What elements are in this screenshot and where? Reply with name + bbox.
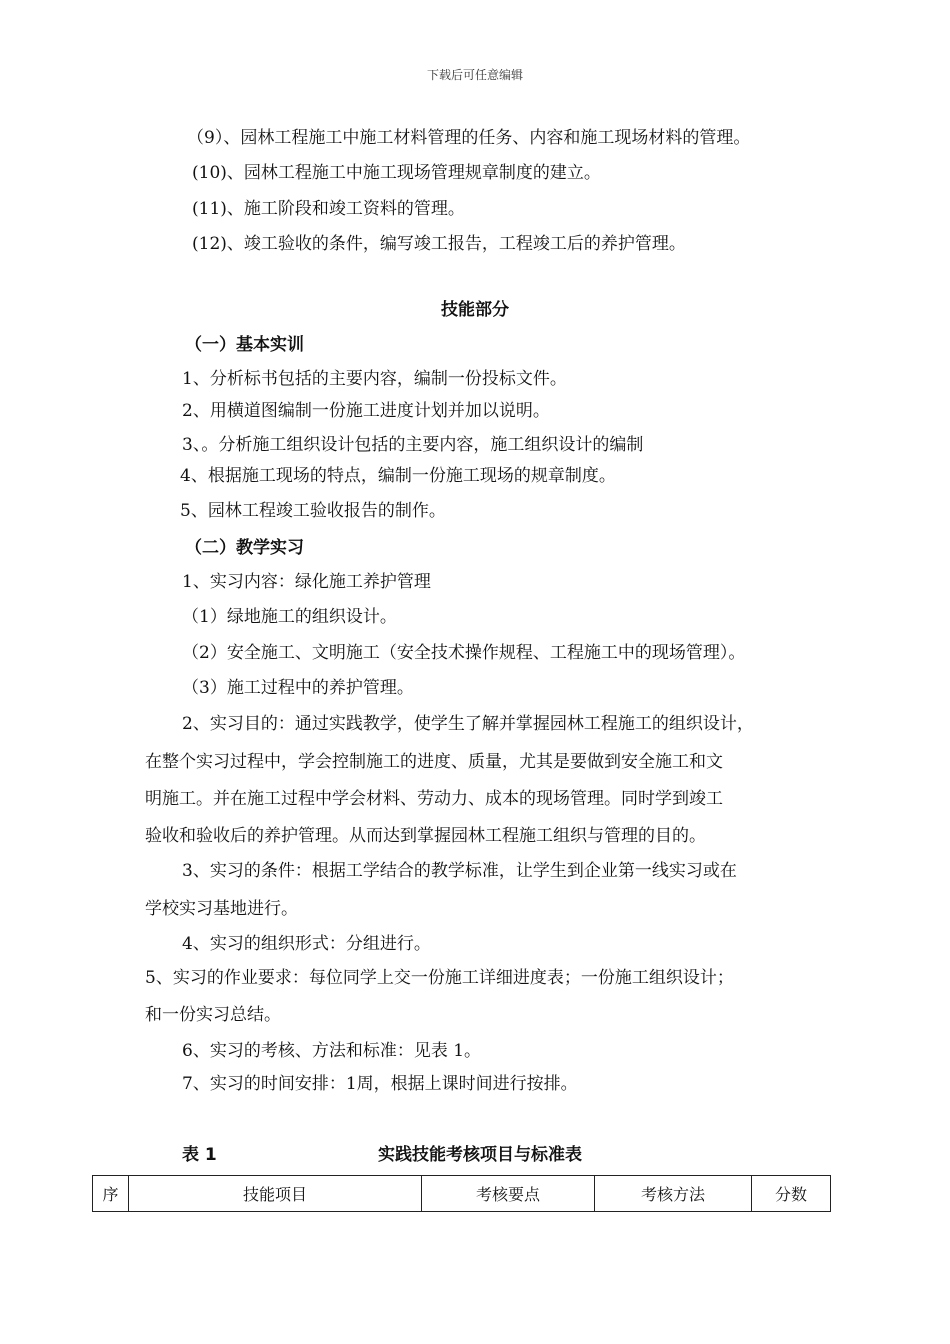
- practice-conditions-line-1: 3、实习的条件：根据工学结合的教学标准，让学生到企业第一线实习或在: [182, 861, 737, 881]
- practice-schedule: 7、实习的时间安排：1周，根据上课时间进行按排。: [182, 1074, 578, 1094]
- column-header-score: 分数: [752, 1176, 831, 1212]
- practice-form: 4、实习的组织形式：分组进行。: [182, 934, 431, 954]
- practice-conditions-line-2: 学校实习基地进行。: [145, 899, 298, 919]
- table-title: 实践技能考核项目与标准表: [378, 1145, 582, 1165]
- basic-item-5: 5、园林工程竣工验收报告的制作。: [180, 501, 446, 521]
- practice-purpose-line-3: 明施工。并在施工过程中学会材料、劳动力、成本的现场管理。同时学到竣工: [145, 789, 723, 809]
- basic-item-3: 3、。分析施工组织设计包括的主要内容，施工组织设计的编制: [182, 435, 644, 455]
- knowledge-item-11: (11)、施工阶段和竣工资料的管理。: [192, 199, 465, 219]
- basic-item-1: 1、分析标书包括的主要内容，编制一份投标文件。: [182, 369, 567, 389]
- practice-purpose-line-4: 验收和验收后的养护管理。从而达到掌握园林工程施工组织与管理的目的。: [145, 826, 706, 846]
- column-header-assessment-method: 考核方法: [595, 1176, 752, 1212]
- page-header-note: 下载后可任意编辑: [426, 68, 523, 82]
- assessment-table: [92, 1175, 831, 1212]
- basic-training-heading: （一）基本实训: [185, 335, 304, 355]
- column-header-index: 序: [93, 1176, 129, 1212]
- table-header-row: [93, 1176, 831, 1212]
- knowledge-item-12: (12)、竣工验收的条件，编写竣工报告，工程竣工后的养护管理。: [192, 234, 686, 254]
- table-label: 表 1: [182, 1145, 217, 1165]
- column-header-assessment-points: 考核要点: [422, 1176, 595, 1212]
- practice-purpose-line-1: 2、实习目的：通过实践教学，使学生了解并掌握园林工程施工的组织设计，: [182, 714, 754, 734]
- knowledge-item-10: (10)、园林工程施工中施工现场管理规章制度的建立。: [192, 163, 601, 183]
- practice-requirement-line-2: 和一份实习总结。: [145, 1005, 281, 1025]
- practice-assessment: 6、实习的考核、方法和标准：见表 1。: [182, 1041, 482, 1061]
- practice-content-item-2: （2）安全施工、文明施工（安全技术操作规程、工程施工中的现场管理）。: [182, 643, 746, 663]
- basic-item-4: 4、根据施工现场的特点，编制一份施工现场的规章制度。: [180, 466, 616, 486]
- column-header-skill-item: 技能项目: [129, 1176, 422, 1212]
- knowledge-item-9: （9）、园林工程施工中施工材料管理的任务、内容和施工现场材料的管理。: [187, 128, 751, 148]
- basic-item-2: 2、用横道图编制一份施工进度计划并加以说明。: [182, 401, 550, 421]
- practice-requirement-line-1: 5、实习的作业要求：每位同学上交一份施工详细进度表；一份施工组织设计；: [145, 968, 734, 988]
- practice-content-item-1: （1）绿地施工的组织设计。: [182, 607, 397, 627]
- practice-content-item-3: （3）施工过程中的养护管理。: [182, 678, 414, 698]
- skills-section-title: 技能部分: [441, 300, 509, 320]
- teaching-practice-heading: （二）教学实习: [185, 538, 304, 558]
- practice-purpose-line-2: 在整个实习过程中，学会控制施工的进度、质量，尤其是要做到安全施工和文: [145, 752, 723, 772]
- practice-content-title: 1、实习内容：绿化施工养护管理: [182, 572, 431, 592]
